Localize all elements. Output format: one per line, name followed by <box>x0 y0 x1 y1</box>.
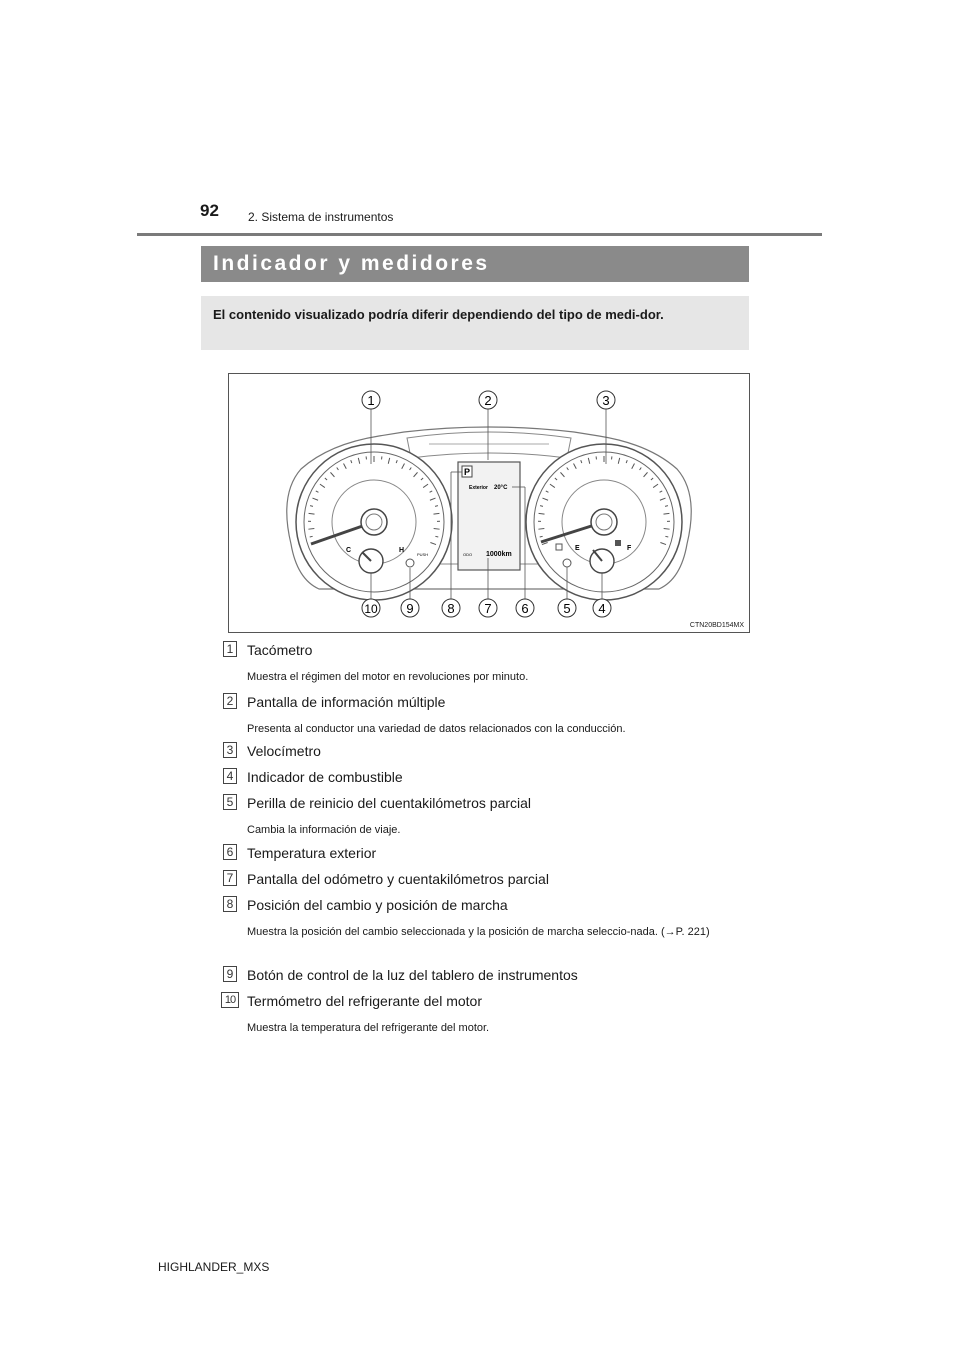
outside-temp: 20°C <box>494 485 508 491</box>
item-label: Temperatura exterior <box>247 845 377 861</box>
gear-indicator: P <box>464 467 471 477</box>
gauge-tick <box>435 536 438 537</box>
footer-model: HIGHLANDER_MXS <box>158 1260 270 1274</box>
item-number: 6 <box>223 844 237 860</box>
page-title: Indicador y medidores <box>201 246 749 282</box>
item-number: 5 <box>223 794 237 810</box>
item-description: Presenta al conductor una variedad de datos relacionados con la conducción. <box>247 723 626 735</box>
list-item <box>216 992 756 1040</box>
callout-9: 9 <box>406 601 414 616</box>
list-item <box>216 896 756 966</box>
item-label: Botón de control de la luz del tablero de instrumentos <box>247 967 578 983</box>
callout-5: 5 <box>563 601 571 616</box>
item-number: 4 <box>223 768 237 784</box>
item-number: 9 <box>223 966 237 982</box>
item-number: 10 <box>221 992 239 1008</box>
callout-1: 1 <box>367 393 375 408</box>
items-list <box>216 641 756 1040</box>
item-label: Tacómetro <box>247 642 313 658</box>
gauge-tick <box>434 529 440 530</box>
header-divider <box>137 233 822 236</box>
temp-cold-label: C <box>346 547 352 554</box>
figure-code: CTN20BD154MX <box>689 622 744 629</box>
item-description: Muestra el régimen del motor en revoluciones por minuto. <box>247 671 529 683</box>
speedometer-gauge <box>526 444 682 600</box>
multi-info-display <box>458 462 520 570</box>
gauge-tick <box>665 536 668 537</box>
item-description: Cambia la información de viaje. <box>247 824 401 836</box>
item-description: Muestra la temperatura del refrigerante del motor. <box>247 1022 490 1034</box>
callout-6: 6 <box>521 601 529 616</box>
list-item <box>216 693 756 742</box>
gauge-tick <box>308 529 314 530</box>
temp-hot-label: H <box>399 547 405 554</box>
item-description: Muestra la posición del cambio seleccionada y la posición de marcha seleccio-nada. (→P. 221) <box>247 926 710 938</box>
callout-2: 2 <box>484 393 492 408</box>
callout-8: 8 <box>447 601 455 616</box>
gauge-tick <box>310 536 313 537</box>
list-item <box>216 794 756 844</box>
callouts-top <box>362 391 615 409</box>
instrument-cluster-figure <box>228 373 750 633</box>
gauge-tick <box>540 536 543 537</box>
callout-3: 3 <box>602 393 610 408</box>
callout-10: 10 <box>364 602 378 616</box>
fuel-pump-icon <box>615 540 621 546</box>
gauge-tick <box>538 529 544 530</box>
list-item <box>216 844 756 870</box>
item-label: Pantalla de información múltiple <box>247 694 446 710</box>
list-item <box>216 768 756 794</box>
item-label: Indicador de combustible <box>247 769 403 785</box>
item-number: 7 <box>223 870 237 886</box>
item-label: Termómetro del refrigerante del motor <box>247 993 482 1009</box>
list-item <box>216 641 756 693</box>
item-label: Pantalla del odómetro y cuentakilómetros parcial <box>247 871 549 887</box>
item-number: 2 <box>223 693 237 709</box>
odo-value: 1000km <box>486 551 512 558</box>
item-label: Perilla de reinicio del cuentakilómetros parcial <box>247 795 532 811</box>
instrument-cluster-illustration <box>229 374 749 632</box>
tachometer-gauge <box>296 444 452 600</box>
push-label: PUSH <box>417 552 429 557</box>
odo-label: ODO <box>463 552 473 557</box>
list-item <box>216 870 756 896</box>
item-number: 3 <box>223 742 237 758</box>
fuel-empty-label: E <box>575 545 580 552</box>
callout-7: 7 <box>484 601 492 616</box>
page-number: 92 <box>200 201 219 220</box>
list-item <box>216 966 756 992</box>
list-item <box>216 742 756 768</box>
note-box: El contenido visualizado podría diferir dependiendo del tipo de medi-dor. <box>201 296 749 350</box>
cluster-hood <box>407 432 571 458</box>
callout-4: 4 <box>598 601 606 616</box>
outside-label: Exterior <box>469 485 488 491</box>
item-number: 1 <box>223 641 237 657</box>
fuel-full-label: F <box>627 545 632 552</box>
section-title: 2. Sistema de instrumentos <box>248 210 394 224</box>
item-label: Posición del cambio y posición de marcha <box>247 897 508 913</box>
gauge-tick <box>664 529 670 530</box>
callouts-bottom <box>362 599 611 617</box>
item-label: Velocímetro <box>247 743 321 759</box>
item-number: 8 <box>223 896 237 912</box>
